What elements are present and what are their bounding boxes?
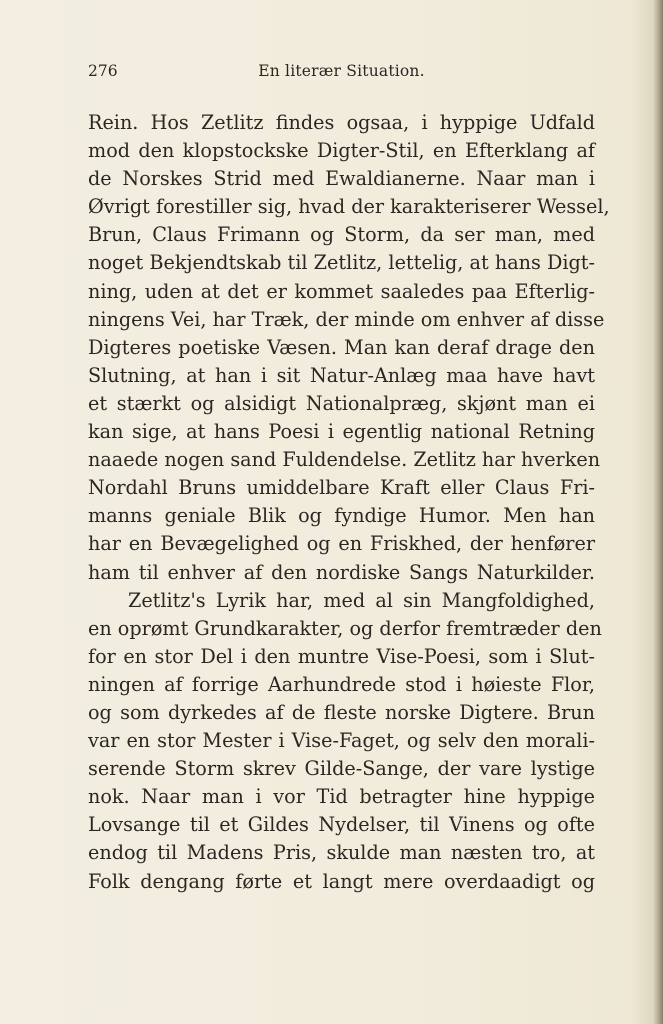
running-header	[88, 60, 595, 84]
text-line: var en stor Mester i Vise-Faget, og selv den morali-	[88, 729, 595, 753]
text-line: og som dyrkedes af de fleste norske Digtere. Brun	[88, 700, 595, 724]
text-line: Nordahl Bruns umiddelbare Kraft eller Claus Fri-	[88, 476, 595, 500]
page-edge-shadow	[653, 0, 663, 1024]
text-line: Zetlitz's Lyrik har, med al sin Mangfoldighed,	[128, 588, 595, 612]
text-line: naaede nogen sand Fuldendelse. Zetlitz har hverken	[88, 448, 601, 472]
text-line: Brun, Claus Frimann og Storm, da ser man, med	[88, 223, 595, 247]
paragraph-2	[88, 587, 602, 896]
running-title: En literær Situation.	[258, 62, 425, 80]
text-line: en oprømt Grundkarakter, og derfor fremtræder den	[88, 616, 602, 640]
text-line: ning, uden at det er kommet saaledes paa Efterlig-	[88, 279, 595, 303]
text-line: ham til enhver af den nordiske Sangs Naturkilder.	[88, 560, 595, 584]
paragraph-1	[88, 109, 610, 587]
text-line: har en Bevægelighed og en Friskhed, der henfører	[88, 532, 595, 556]
text-line: endog til Madens Pris, skulde man næsten tro, at	[88, 841, 595, 865]
text-line: kan sige, at hans Poesi i egentlig national Retning	[88, 420, 595, 444]
text-line: noget Bekjendtskab til Zetlitz, lettelig, at hans Digt-	[88, 251, 595, 275]
text-line: Digteres poetiske Væsen. Man kan deraf drage den	[88, 335, 595, 359]
text-line: nok. Naar man i vor Tid betragter hine hyppige	[88, 785, 595, 809]
text-line: mod den klopstockske Digter-Stil, en Efterklang af	[88, 139, 595, 163]
text-line: ningen af forrige Aarhundrede stod i høieste Flor,	[88, 672, 595, 696]
text-line: Slutning, at han i sit Natur-Anlæg maa have havt	[88, 363, 595, 387]
text-line: Øvrigt forestiller sig, hvad der karakteriserer Wessel,	[88, 195, 610, 219]
text-line: for en stor Del i den muntre Vise-Poesi, som i Slut-	[88, 644, 595, 668]
body-text	[88, 109, 610, 896]
text-line: Lovsange til et Gildes Nydelser, til Vinens og ofte	[88, 813, 595, 837]
text-line: manns geniale Blik og fyndige Humor. Men han	[88, 504, 595, 528]
text-line: Rein. Hos Zetlitz findes ogsaa, i hyppige Udfald	[88, 111, 595, 134]
text-line: de Norskes Strid med Ewaldianerne. Naar man i	[88, 167, 595, 191]
text-line: serende Storm skrev Gilde-Sange, der vare lystige	[88, 757, 595, 781]
text-line: ningens Vei, har Træk, der minde om enhver af disse	[88, 307, 605, 331]
page-number: 276	[88, 62, 118, 80]
text-line: et stærkt og alsidigt Nationalpræg, skjønt man ei	[88, 391, 595, 415]
text-line: Folk dengang førte et langt mere overdaadigt og	[88, 869, 595, 893]
